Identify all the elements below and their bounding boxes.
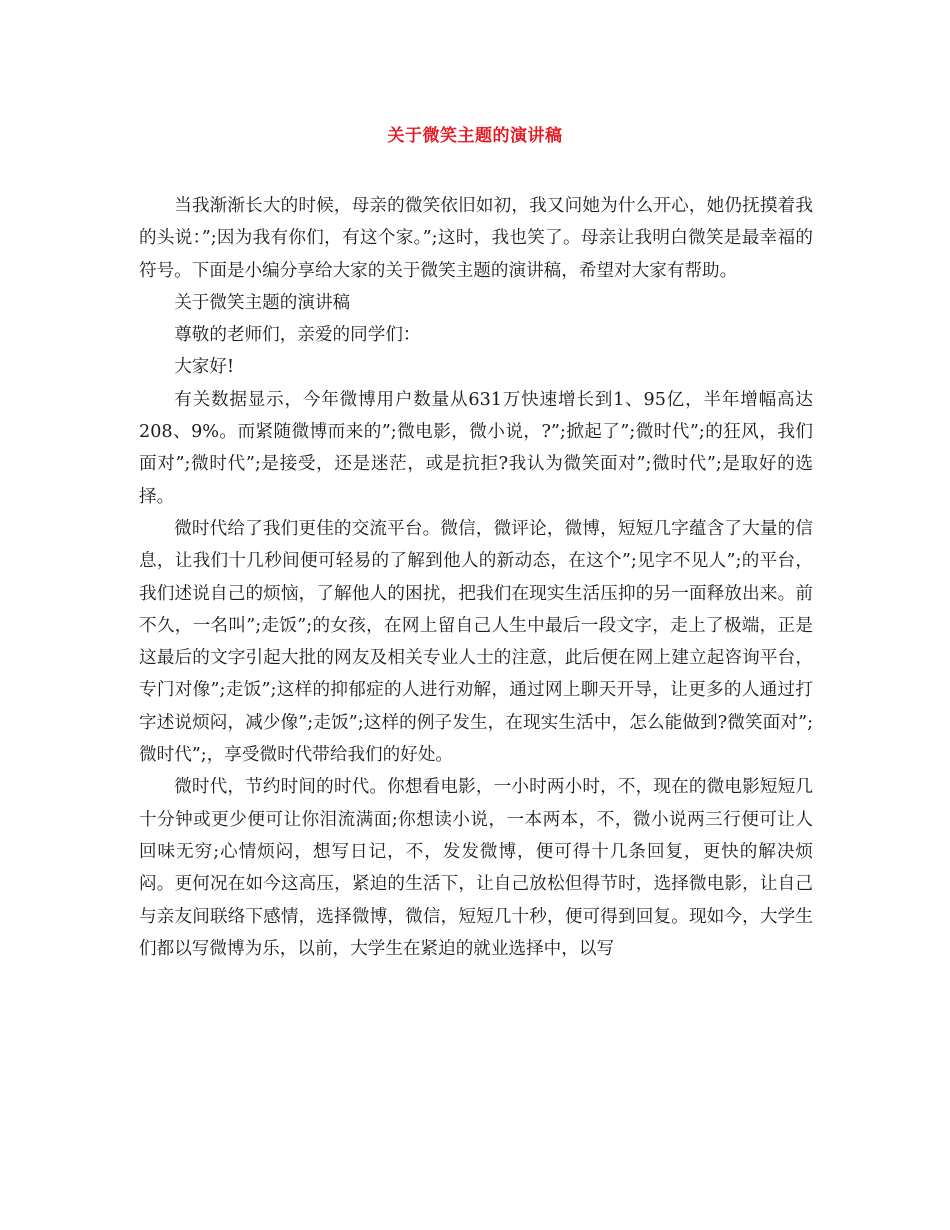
paragraph-salutation: 尊敬的老师们，亲爱的同学们：	[174, 325, 421, 346]
paragraph-greeting: 大家好!	[174, 357, 235, 378]
paragraph-subtitle: 关于微笑主题的演讲稿	[174, 292, 351, 313]
document-title: 关于微笑主题的演讲稿	[387, 126, 563, 146]
paragraph-time-saving: 微时代，节约时间的时代。你想看电影，一小时两小时，不，现在的微电影短短几十分钟或更少便可让你泪流满面;你想读小说，一本两本，不，微小说两三行便可让人回味无穷;心情烦闷，想写日记，不，发发微博，便可得十几条回复，更快的解决烦闷。更何况在如今这高压，紧迫的生活下，让自己放松但得节时，选择微电影，让自己与亲友间联络下感情，选择微博，微信，短短几十秒，便可得到回复。现如今，大学生们都以写微博为乐，以前，大学生在紧迫的就业选择中，以写	[139, 777, 813, 959]
paragraph-communication: 微时代给了我们更佳的交流平台。微信，微评论，微博，短短几字蕴含了大量的信息，让我们十几秒间便可轻易的了解到他人的新动态，在这个”;见字不见人”;的平台，我们述说自己的烦恼，了解他人的困扰，把我们在现实生活压抑的另一面释放出来。前不久，一名叫”;走饭”;的女孩，在网上留自己人生中最后一段文字，走上了极端，正是这最后的文字引起大批的网友及相关专业人士的注意，此后便在网上建立起咨询平台，专门对像”;走饭”;这样的抑郁症的人进行劝解，通过网上聊天开导，让更多的人通过打字述说烦闷，减少像”;走饭”;这样的例子发生，在现实生活中，怎么能做到?微笑面对”;微时代”;，享受微时代带给我们的好处。	[139, 518, 813, 766]
paragraph-intro: 当我渐渐长大的时候，母亲的微笑依旧如初，我又问她为什么开心，她仍抚摸着我的头说：”;因为我有你们，有这个家。”;这时，我也笑了。母亲让我明白微笑是最幸福的符号。下面是小编分享给大家的关于微笑主题的演讲稿，希望对大家有帮助。	[139, 196, 813, 281]
paragraph-statistics: 有关数据显示，今年微博用户数量从631万快速增长到1、95亿，半年增幅高达208、9%。而紧随微博而来的”;微电影，微小说，?”;掀起了”;微时代”;的狂风，我们面对”;微时代”;是接受，还是迷茫，或是抗拒?我认为微笑面对”;微时代”;是取好的选择。	[139, 389, 813, 507]
document-body	[139, 190, 813, 965]
